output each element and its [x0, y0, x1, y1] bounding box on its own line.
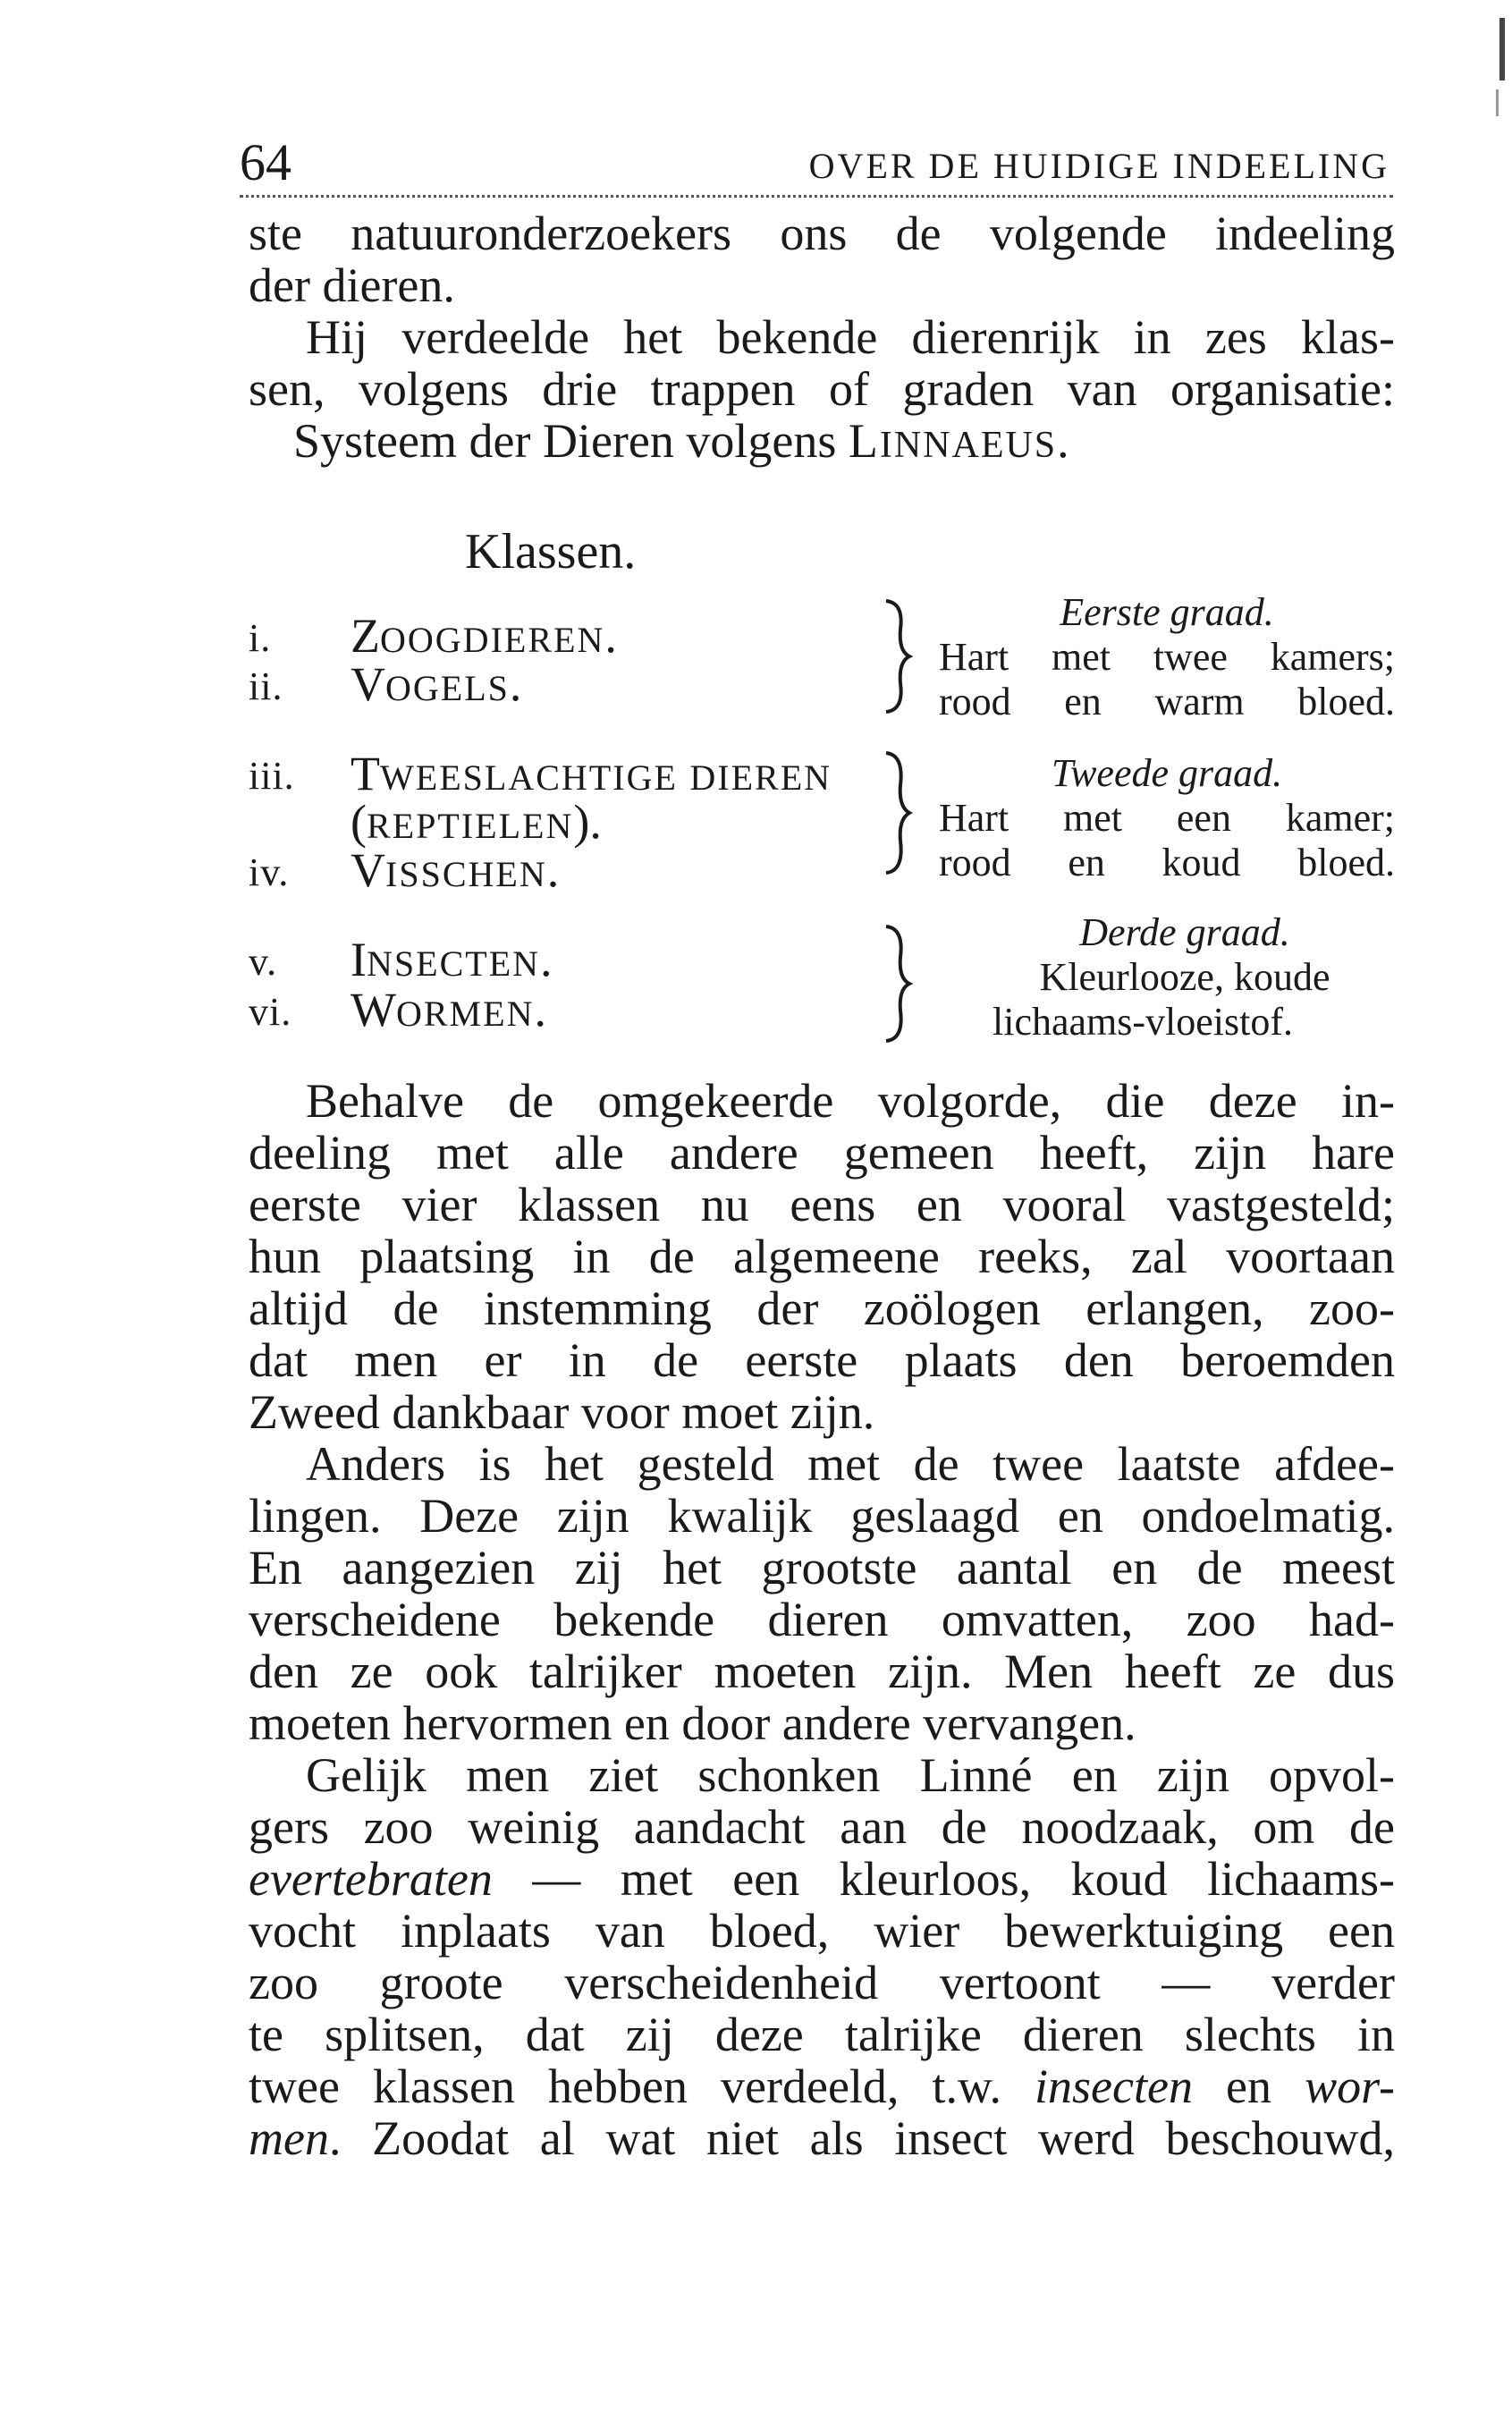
text-line: Zweed dankbaar voor moet zijn. — [249, 1385, 875, 1439]
page-number: 64 — [240, 133, 291, 191]
author-name: LINNAEUS — [848, 414, 1058, 468]
italic-term: men — [249, 2111, 329, 2165]
text-line: Hij verdeelde het bekende dierenrijk in zes klas- — [306, 310, 1395, 364]
grade-block — [939, 751, 1395, 885]
grade-text: Hart met twee kamers; — [939, 635, 1395, 679]
text-line: te splitsen, dat zij deze talrijke dieren slechts in — [249, 2008, 1395, 2061]
text-line: En aangezien zij het grootste aantal en de meest — [249, 1541, 1395, 1594]
brace-icon — [881, 923, 913, 1045]
author-name-end: . — [1057, 414, 1069, 468]
grade-text: rood en koud bloed. — [939, 841, 1395, 884]
grade-text: Hart met een kamer; — [939, 796, 1395, 840]
text-line: dat men er in de eerste plaats den beroemden — [249, 1333, 1395, 1387]
class-name — [351, 842, 559, 898]
text-line — [249, 2112, 1395, 2164]
text-segment: — met een kleurloos, koud lichaams- — [492, 1852, 1395, 1906]
paragraph — [249, 1438, 1395, 1749]
paragraph — [249, 1749, 1395, 2164]
text-line: moeten hervormen en door andere vervangen. — [249, 1696, 1136, 1750]
class-numeral: ii. — [249, 664, 283, 708]
class-name-text: VOGELS. — [351, 657, 522, 711]
class-name-text: ZOOGDIEREN. — [351, 609, 617, 663]
brace-icon — [881, 749, 913, 876]
text-line: Anders is het gesteld met de twee laatste afdee- — [306, 1437, 1395, 1491]
class-numeral: v. — [249, 940, 278, 984]
class-name-text: WORMEN. — [351, 983, 546, 1036]
text-line: ste natuuronderzoekers ons de volgende indeeling — [249, 207, 1395, 260]
paragraph — [249, 1075, 1395, 1438]
grade-title: Derde graad. — [1079, 910, 1290, 954]
grade-title: Eerste graad. — [1060, 590, 1274, 634]
text-line: sen, volgens drie trappen of graden van organisatie: — [249, 362, 1395, 416]
text-line: Gelijk men ziet schonken Linné en zijn opvol- — [306, 1748, 1395, 1802]
intro-text — [249, 207, 1395, 467]
grade-text: lichaams-vloeistof. — [993, 1000, 1294, 1044]
class-name-text: TWEESLACHTIGE DIEREN — [351, 747, 832, 800]
text-line: Behalve de omgekeerde volgorde, die deze in- — [306, 1074, 1395, 1128]
text-line: zoo groote verscheidenheid vertoont — verder — [249, 1956, 1395, 2009]
text-line: eerste vier klassen nu eens en vooral vastgesteld; — [249, 1178, 1395, 1231]
grade-block — [939, 590, 1395, 724]
class-name-text: INSECTEN. — [351, 933, 553, 986]
text-line: der dieren. — [249, 258, 455, 312]
text-line: verscheidene bekende dieren omvatten, zoo had- — [249, 1593, 1395, 1646]
text-segment: twee klassen hebben verdeeld, t.w. — [249, 2060, 1035, 2113]
italic-term: insecten — [1035, 2060, 1193, 2113]
class-name — [351, 794, 602, 850]
text-line: altijd de instemming der zoölogen erlangen, zoo- — [249, 1281, 1395, 1335]
class-name — [351, 656, 521, 712]
class-name-text: (REPTIELEN). — [351, 795, 602, 849]
class-numeral: iv. — [249, 850, 290, 894]
running-title: OVER DE HUIDIGE INDEELING — [808, 146, 1390, 186]
brace-icon — [881, 597, 913, 715]
text-line: lingen. Deze zijn kwalijk geslaagd en ondoelmatig. — [249, 1489, 1395, 1543]
class-numeral: iii. — [249, 754, 295, 798]
text-line: gers zoo weinig aandacht aan de noodzaak, om de — [249, 1800, 1395, 1854]
text-line: den ze ook talrijker moeten zijn. Men heeft ze dus — [249, 1645, 1395, 1698]
grade-text: Kleurlooze, koude — [1039, 955, 1330, 999]
class-name — [351, 982, 546, 1037]
class-name — [351, 932, 553, 987]
text-line — [249, 2060, 1395, 2112]
text-line — [249, 1853, 1395, 1905]
text-line: hun plaatsing in de algemeene reeks, zal voortaan — [249, 1230, 1395, 1283]
class-numeral: i. — [249, 616, 272, 660]
page-edge-mark — [1492, 18, 1512, 125]
page-header — [240, 132, 1393, 198]
grade-text: rood en warm bloed. — [939, 680, 1395, 723]
classes-heading: Klassen. — [465, 524, 637, 579]
class-name — [351, 608, 617, 664]
class-numeral: vi. — [249, 990, 292, 1034]
text-segment: . Zoodat al wat niet als insect werd beschouwd, — [328, 2111, 1395, 2165]
italic-term: evertebraten — [249, 1852, 493, 1906]
text-line: deeling met alle andere gemeen heeft, zijn hare — [249, 1126, 1395, 1180]
italic-term: wor- — [1305, 2060, 1395, 2113]
system-title: Systeem der Dieren volgens — [293, 414, 849, 468]
class-name-text: VISSCHEN. — [351, 843, 560, 897]
grade-block — [993, 910, 1377, 1045]
text-line: vocht inplaats van bloed, wier bewerktuiging een — [249, 1904, 1395, 1958]
system-title-line — [249, 415, 1395, 467]
class-name — [351, 746, 832, 801]
text-segment: en — [1192, 2060, 1305, 2113]
grade-title: Tweede graad. — [1051, 751, 1283, 795]
